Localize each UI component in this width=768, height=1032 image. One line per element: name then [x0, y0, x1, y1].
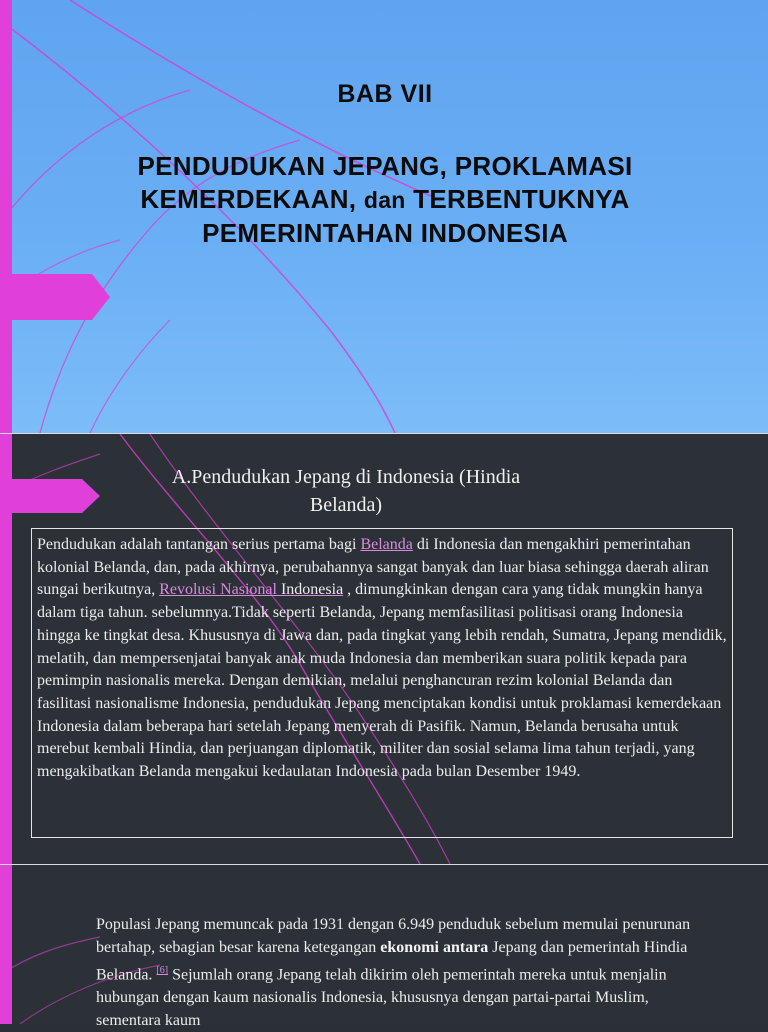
- title-slide: [0, 0, 768, 433]
- paragraph-text: Pendudukan adalah tantangan serius pertama bagi: [37, 536, 361, 553]
- citation-link[interactable]: [6]: [156, 965, 169, 976]
- paragraph-text: , dimungkinkan dengan cara yang tidak mungkin hanya dalam tiga tahun. sebelumnya.Tidak seperti Belanda, Jepang memfasilitasi politisasi orang Indonesia hingga ke tingkat desa. Khususnya di Jawa dan, pada tingkat yang lebih rendah, Sumatra, Jepang mendidik, melatih, dan mempersenjatai banyak anak muda Indonesia dan memberikan suara politik kepada para pemimpin nasionalis mereka. Dengan demikian, melalui penghancuran rezim kolonial Belanda dan fasilitasi nasionalisme Indonesia, pendudukan Jepang menciptakan kondisi untuk proklamasi kemerdekaan Indonesia dalam beberapa hari setelah Jepang menyerah di Pasifik. Namun, Belanda berusaha untuk merebut kembali Hindia, dan perjuangan diplomatik, militer dan sosial selama lima tahun terjadi, yang mengakibatkan Belanda mengakui kedaulatan Indonesia pada bulan Desember 1949.: [37, 581, 727, 781]
- paragraph-box: [31, 528, 733, 838]
- section-heading: [136, 463, 556, 519]
- bold-text: ekonomi antara: [380, 939, 489, 956]
- section-heading-line-1: A.Pendudukan Jepang di Indonesia (Hindia: [171, 466, 521, 488]
- slide-title: [60, 150, 710, 250]
- paragraph-text: Sejumlah orang Jepang telah dikirim oleh pemerintah mereka untuk menjalin hubungan dengan kaum nasionalis Indonesia, khususnya dengan partai-partai Muslim, sementara kaum: [96, 966, 667, 1030]
- paragraph-text: di Indonesia dan mengakhiri pemerintahan kolonial Belanda, dan, pada akhirnya, perubahannya sangat banyak dan luar biasa sehingga daerah aliran sungai berikutnya,: [37, 536, 709, 599]
- link-belanda[interactable]: Belanda: [360, 536, 413, 553]
- title-line-2-c: TERBENTUKNYA: [405, 184, 630, 214]
- title-line-3: PEMERINTAHAN INDONESIA: [202, 218, 568, 248]
- paragraph-text: Jepang dan pemerintah Hindia Belanda.: [96, 939, 688, 984]
- section-heading-line-2: Belanda): [309, 494, 383, 516]
- title-line-1: PENDUDUKAN JEPANG, PROKLAMASI: [137, 151, 633, 181]
- link-indonesia[interactable]: Indonesia: [280, 581, 344, 599]
- title-line-2-a: KEMERDEKAAN,: [140, 184, 364, 214]
- paragraph-text: Populasi Jepang memuncak pada 1931 dengan 6.949 penduduk sebelum memulai penurunan bertahap, sebagian besar karena ketegangan: [96, 916, 691, 956]
- title-line-2: [60, 183, 710, 217]
- chapter-label: BAB VII: [337, 80, 433, 108]
- link-revolusi-nasional[interactable]: Revolusi Nasional: [159, 581, 281, 599]
- title-line-2-b: dan: [363, 187, 406, 213]
- paragraph-population: [96, 913, 696, 1032]
